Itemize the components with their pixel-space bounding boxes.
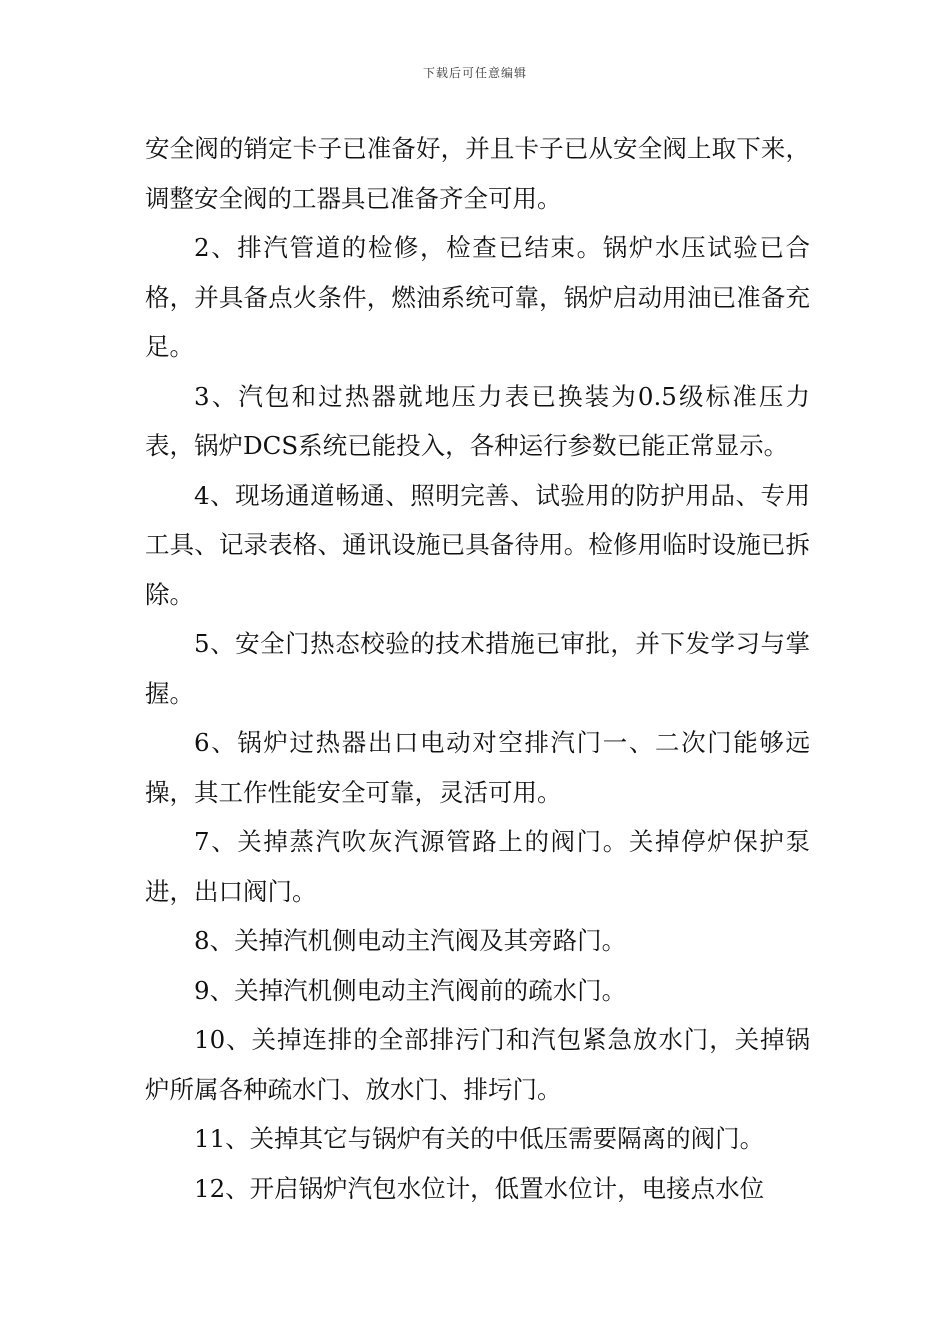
paragraph: 12、开启锅炉汽包水位计，低置水位计，电接点水位 — [194, 1173, 765, 1203]
paragraph: 11、关掉其它与锅炉有关的中低压需要隔离的阀门。 — [194, 1124, 765, 1153]
body-text — [145, 124, 810, 1213]
paragraph: 2、排汽管道的检修，检查已结束。锅炉水压试验已合格，并具备点火条件，燃油系统可靠，锅炉启动用油已准备充足。 — [145, 233, 810, 361]
paragraph: 7、关掉蒸汽吹灰汽源管路上的阀门。关掉停炉保护泵进，出口阀门。 — [145, 827, 810, 906]
paragraph: 10、关掉连排的全部排污门和汽包紧急放水门，关掉锅炉所属各种疏水门、放水门、排圬门。 — [145, 1025, 810, 1104]
paragraph: 6、锅炉过热器出口电动对空排汽门一、二次门能够远操，其工作性能安全可靠，灵活可用。 — [145, 728, 810, 807]
paragraph: 安全阀的销定卡子已准备好，并且卡子已从安全阀上取下来，调整安全阀的工器具已准备齐全可用。 — [145, 134, 810, 213]
paragraph: 5、安全门热态校验的技术措施已审批，并下发学习与掌握。 — [145, 629, 810, 708]
page-header: 下载后可任意编辑 — [422, 66, 527, 80]
paragraph: 8、关掉汽机侧电动主汽阀及其旁路门。 — [194, 926, 627, 955]
paragraph: 3、汽包和过热器就地压力表已换装为0.5级标准压力表，锅炉DCS系统已能投入，各种运行参数已能正常显示。 — [145, 381, 810, 460]
paragraph: 9、关掉汽机侧电动主汽阀前的疏水门。 — [194, 975, 627, 1005]
paragraph: 4、现场通道畅通、照明完善、试验用的防护用品、专用工具、记录表格、通讯设施已具备待用。检修用临时设施已拆除。 — [145, 480, 810, 609]
